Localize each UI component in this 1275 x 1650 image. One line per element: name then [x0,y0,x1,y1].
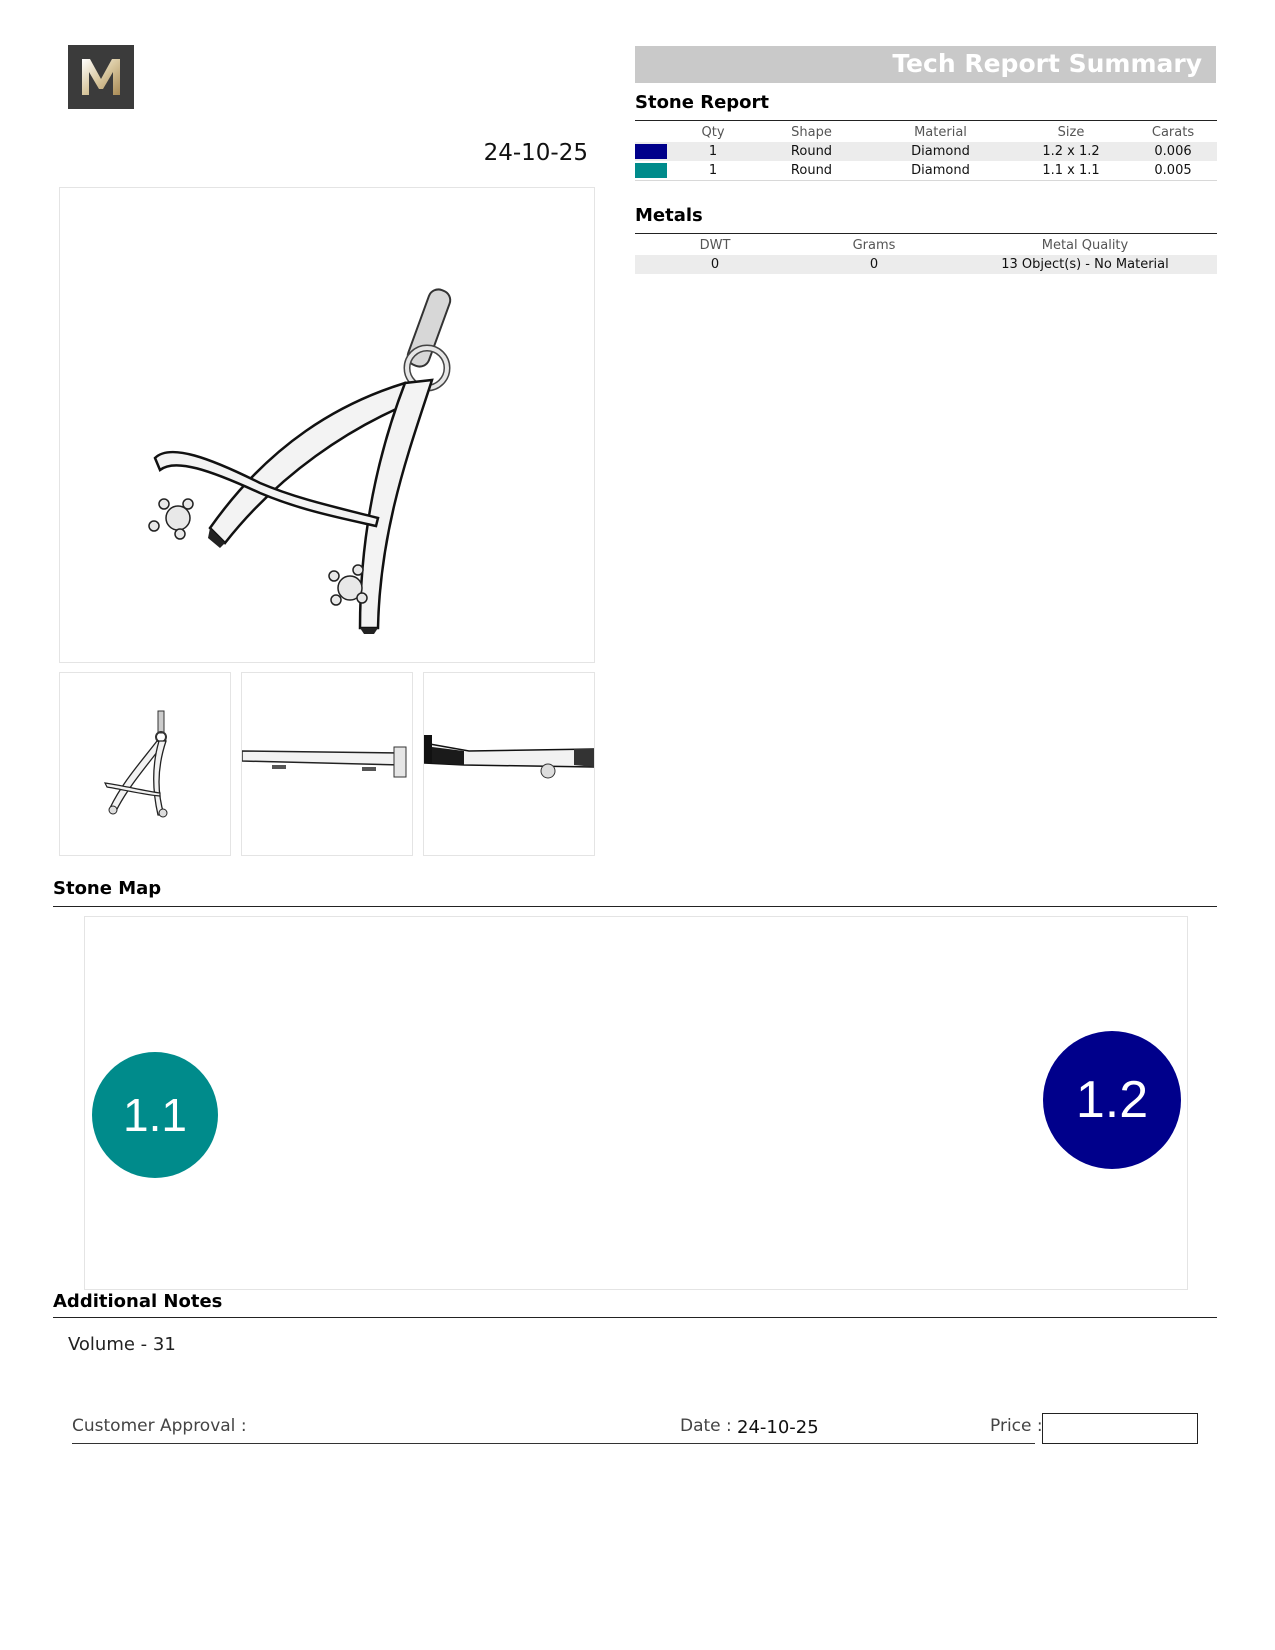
divider [635,120,1217,121]
report-title-bar [635,46,1216,83]
metals-table [635,235,1217,274]
price-label: Price : [990,1416,1043,1436]
table-row [635,142,1217,161]
cell-shape: Round [755,142,868,161]
cell-metal-quality: 13 Object(s) - No Material [953,255,1217,274]
cell-shape: Round [755,161,868,181]
report-date: 24-10-25 [483,140,588,166]
table-row [635,255,1217,274]
column-header: Shape [791,124,832,140]
cell-qty: 1 [671,142,755,161]
cell-size: 1.1 x 1.1 [1013,161,1129,181]
thumbnail-front-view[interactable] [59,672,231,856]
cell-qty: 1 [671,161,755,181]
metals-title: Metals [635,205,703,226]
stone-marker[interactable]: 1.1 [92,1052,218,1178]
column-header: DWT [699,237,731,253]
column-header: Material [914,124,967,140]
additional-notes-title: Additional Notes [53,1291,223,1312]
column-header: Size [1057,124,1085,140]
report-title: Tech Report Summary [892,49,1202,78]
table-header-row [635,235,1217,255]
thumbnail-top-view[interactable] [423,672,595,856]
thumbnail-side-view[interactable] [241,672,413,856]
cell-grams: 0 [795,255,953,274]
stone-color-swatch [635,144,667,159]
stone-color-swatch [635,163,667,178]
cell-dwt: 0 [635,255,795,274]
m-logo-icon [68,45,134,109]
table-header-row [635,122,1217,142]
column-header [635,122,671,142]
stone-map-title: Stone Map [53,878,162,899]
notes-text: Volume - 31 [68,1334,176,1355]
cell-material: Diamond [868,161,1013,181]
cell-size: 1.2 x 1.2 [1013,142,1129,161]
approval-date-label: Date : [680,1416,732,1436]
signature-line[interactable] [72,1443,1035,1444]
stone-map-canvas [84,916,1188,1290]
divider [635,233,1217,234]
column-header: Qty [701,124,725,140]
stone-report-title: Stone Report [635,92,770,113]
stone-report-table [635,122,1217,181]
divider [53,1317,1217,1318]
table-row [635,161,1217,181]
column-header: Carats [1151,124,1195,140]
column-header: Metal Quality [1041,237,1129,253]
cell-material: Diamond [868,142,1013,161]
cell-carats: 0.006 [1129,142,1217,161]
main-render-view [59,187,595,663]
cell-carats: 0.005 [1129,161,1217,181]
pendant-a-render [60,188,594,662]
divider [53,906,1217,907]
approval-date-value: 24-10-25 [737,1417,819,1438]
customer-approval-label: Customer Approval : [72,1416,247,1436]
column-header: Grams [852,237,896,253]
price-input[interactable] [1042,1413,1198,1444]
company-logo [68,45,134,109]
stone-marker[interactable]: 1.2 [1043,1031,1181,1169]
